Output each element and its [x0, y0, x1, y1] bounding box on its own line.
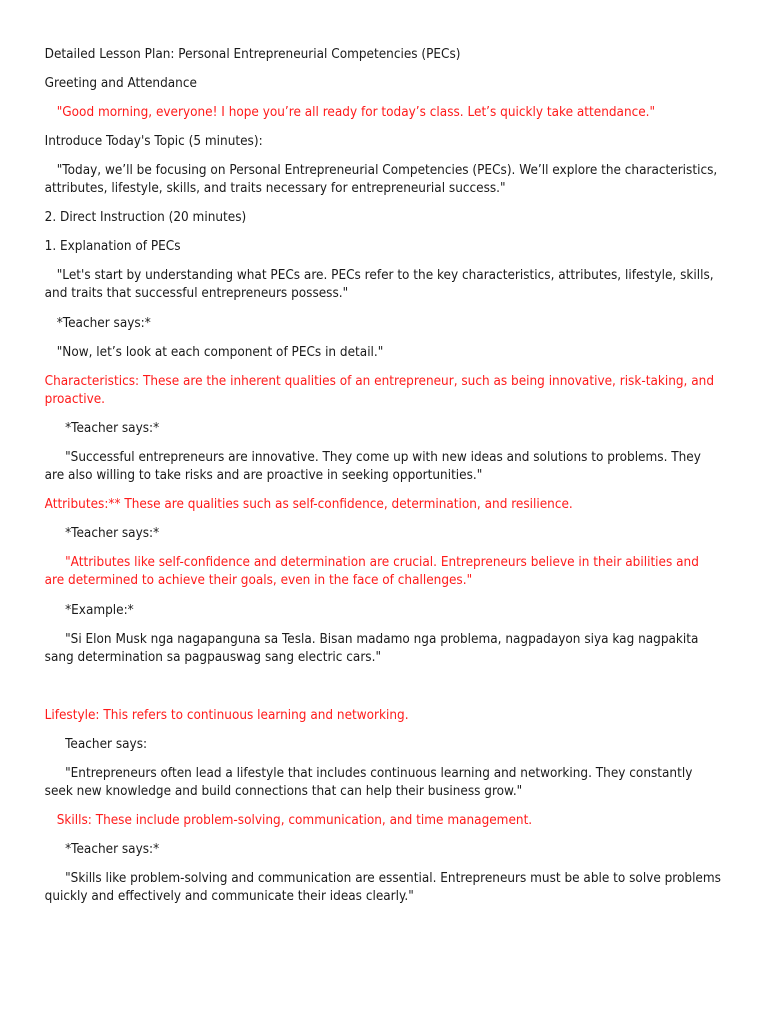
explanation-heading: 1. Explanation of PECs	[44, 239, 181, 254]
example-quote: "Si Elon Musk nga nagapanguna sa Tesla. Bisan madamo nga problema, nagpadayon siya kag nagpakita sang determination sa pagpauswag sang electric cars."	[44, 632, 699, 665]
direct-instruction-heading: 2. Direct Instruction (20 minutes)	[44, 210, 247, 225]
teacher-says-label: *Teacher says:*	[65, 842, 160, 857]
teacher-says-label: *Teacher says:*	[65, 421, 160, 436]
skills-quote: "Skills like problem-solving and communication are essential. Entrepreneurs must be able to solve problems quickly and effectively and communicate their ideas clearly."	[44, 871, 721, 904]
skills-definition: Skills: These include problem-solving, communication, and time management.	[56, 813, 533, 828]
explanation-quote: "Let's start by understanding what PECs are. PECs refer to the key characteristics, attributes, lifestyle, skills, and traits that successful entrepreneurs possess."	[44, 268, 714, 301]
intro-heading: Introduce Today's Topic (5 minutes):	[44, 134, 263, 149]
greeting-quote: "Good morning, everyone! I hope you’re all ready for today’s class. Let’s quickly take attendance."	[56, 105, 656, 120]
component-quote: "Now, let’s look at each component of PECs in detail."	[56, 345, 384, 360]
teacher-says-label: Teacher says:	[65, 737, 148, 752]
lifestyle-definition: Lifestyle: This refers to continuous learning and networking.	[44, 708, 409, 723]
teacher-says-label: *Teacher says:*	[56, 316, 151, 331]
attributes-definition: Attributes:** These are qualities such as self-confidence, determination, and resilience.	[44, 497, 573, 512]
teacher-says-label: *Teacher says:*	[65, 526, 160, 541]
example-label: *Example:*	[65, 603, 134, 618]
greeting-heading: Greeting and Attendance	[44, 76, 197, 91]
document-title: Detailed Lesson Plan: Personal Entrepreneurial Competencies (PECs)	[44, 47, 461, 62]
lifestyle-quote: "Entrepreneurs often lead a lifestyle that includes continuous learning and networking. They constantly seek new knowledge and build connections that can help their business grow."	[44, 766, 693, 799]
characteristics-definition: Characteristics: These are the inherent qualities of an entrepreneur, such as being innovative, risk-taking, and proactive.	[44, 374, 714, 407]
characteristics-quote: "Successful entrepreneurs are innovative. They come up with new ideas and solutions to problems. They are also willing to take risks and are proactive in seeking opportunities."	[44, 450, 701, 483]
attributes-quote: "Attributes like self-confidence and determination are crucial. Entrepreneurs believe in their abilities and are determined to achieve their goals, even in the face of challenges."	[44, 555, 699, 588]
intro-quote: "Today, we’ll be focusing on Personal Entrepreneurial Competencies (PECs). We’ll explore the characteristics, attributes, lifestyle, skills, and traits necessary for entrepreneurial success."	[44, 163, 718, 196]
